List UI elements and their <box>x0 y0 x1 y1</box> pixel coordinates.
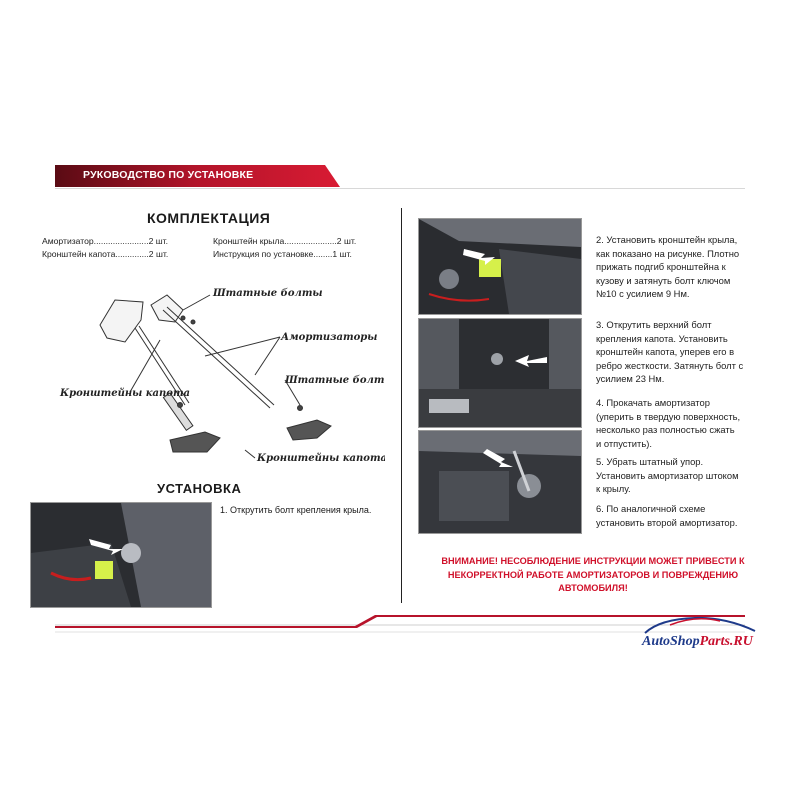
step-line: прижать подгиб кронштейна к <box>596 261 726 272</box>
step-6-text <box>596 502 786 529</box>
step-line: (уперить в твердую поверхность, <box>596 410 741 422</box>
logo-part: AutoShop <box>642 634 700 649</box>
step-line: крепления капота. Установить <box>596 332 728 344</box>
step-line: усилием 23 Нм. <box>596 373 665 384</box>
header-banner <box>55 165 340 187</box>
kit-item: Инструкция по установке........1 шт. <box>213 249 352 259</box>
step-line: к крылу. <box>596 483 631 494</box>
install-title: УСТАНОВКА <box>157 481 242 496</box>
kit-title: КОМПЛЕКТАЦИЯ <box>147 210 271 226</box>
step-2-text <box>596 233 786 301</box>
step-line: кронштейн капота, уперев его в <box>596 346 735 357</box>
step-line: 3. Открутить верхний болт <box>596 319 712 330</box>
step-line: 6. По аналогичной схеме <box>596 503 706 514</box>
kit-item: Кронштейн капота..............2 шт. <box>42 249 169 259</box>
step-line: Установить амортизатор штоком <box>596 469 739 481</box>
parts-diagram-drawing <box>55 280 385 470</box>
step-line: 5. Убрать штатный упор. <box>596 456 704 467</box>
step-3-photo <box>418 318 582 428</box>
diagram-label: Штатные болты <box>285 375 385 386</box>
header-title: РУКОВОДСТВО ПО УСТАНОВКЕ <box>83 169 254 181</box>
header-rule <box>55 188 745 189</box>
parts-diagram <box>55 280 385 470</box>
step-line: №10 с усилием 9 Нм. <box>596 288 690 299</box>
car-silhouette-icon <box>640 613 760 635</box>
step-5-photo <box>418 430 582 534</box>
column-divider <box>401 208 402 603</box>
warning-line: ВНИМАНИЕ! НЕСОБЛЮДЕНИЕ ИНСТРУКЦИИ МОЖЕТ ПРИВЕСТИ К <box>441 556 745 566</box>
logo-part: Parts.RU <box>699 634 753 649</box>
step-2-photo <box>418 218 582 315</box>
step-3-text <box>596 318 786 386</box>
warning-line: АВТОМОБИЛЯ! <box>558 583 628 593</box>
step-1-photo <box>30 502 212 608</box>
step-1-text: 1. Открутить болт крепления крыла. <box>220 505 372 515</box>
kit-item: Амортизатор.......................2 шт. <box>42 236 169 246</box>
step-4-text <box>596 396 786 450</box>
diagram-label: Кронштейны капота <box>257 453 385 464</box>
step-line: как показано на рисунке. Плотно <box>596 247 740 259</box>
step-line: ребро жесткости. Затянуть болт с <box>596 359 744 371</box>
step-line: несколько раз полностью сжать <box>596 424 735 435</box>
warning-line: НЕКОРРЕКТНОЙ РАБОТЕ АМОРТИЗАТОРОВ И ПОВРЕЖДЕНИЮ <box>447 569 739 580</box>
step-line: кузову и затянуть болт ключом <box>596 274 731 286</box>
step-line: установить второй амортизатор. <box>596 516 738 528</box>
diagram-label: Штатные болты <box>213 288 323 299</box>
kit-item: Кронштейн крыла......................2 шт. <box>213 236 357 246</box>
diagram-label: Амортизаторы <box>281 332 378 343</box>
site-logo <box>642 634 753 650</box>
diagram-label: Кронштейны капота <box>60 388 191 399</box>
step-line: 4. Прокачать амортизатор <box>596 397 710 408</box>
step-line: и отпустить). <box>596 437 652 449</box>
warning-text <box>418 555 768 596</box>
step-5-text <box>596 455 786 496</box>
step-line: 2. Установить кронштейн крыла, <box>596 234 738 245</box>
